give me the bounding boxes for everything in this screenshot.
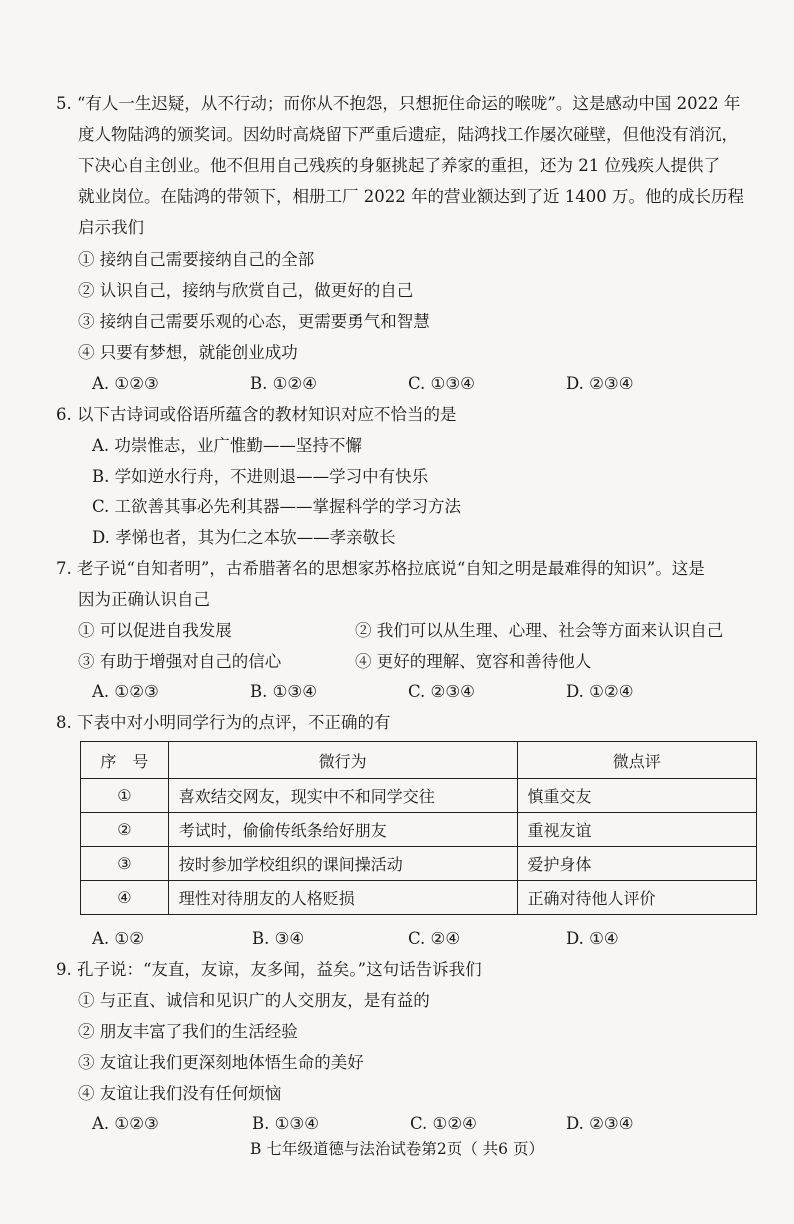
row-1-behavior: 喜欢结交网友，现实中不和同学交往 — [168, 779, 517, 813]
q5-item-4: ④ 只要有梦想，就能创业成功 — [78, 343, 298, 362]
q7-item-3: ③ 有助于增强对自己的信心 — [78, 652, 282, 671]
q7-option-b: B. ①③④ — [250, 682, 317, 701]
q5-stem-line-2: 度人物陆鸿的颁奖词。因幼时高烧留下严重后遗症，陆鸿找工作屡次碰壁，但他没有消沉， — [78, 125, 738, 144]
q6-option-d: D. 孝悌也者，其为仁之本欤——孝亲敬长 — [92, 528, 396, 547]
q9-item-4: ④ 友谊让我们没有任何烦恼 — [78, 1084, 282, 1103]
table-row — [81, 881, 757, 915]
q8-stem: 8. 下表中对小明同学行为的点评，不正确的有 — [56, 713, 391, 732]
q9-option-a: A. ①②③ — [92, 1114, 159, 1133]
q7-option-a: A. ①②③ — [92, 682, 159, 701]
row-4-seq: ④ — [81, 881, 169, 915]
q7-item-4: ④ 更好的理解、宽容和善待他人 — [355, 652, 592, 671]
q8-option-b: B. ③④ — [252, 929, 305, 948]
q9-option-c: C. ①②④ — [410, 1114, 477, 1133]
q5-stem-line-3: 下决心自主创业。他不但用自己残疾的身躯挑起了养家的重担，还为 21 位残疾人提供了 — [78, 156, 720, 175]
q5-item-1: ① 接纳自己需要接纳自己的全部 — [78, 250, 315, 269]
q5-option-a: A. ①②③ — [92, 374, 159, 393]
q6-option-b: B. 学如逆水行舟，不进则退——学习中有快乐 — [92, 467, 429, 486]
q9-option-b: B. ①③④ — [252, 1114, 319, 1133]
q5-item-3: ③ 接纳自己需要乐观的心态，更需要勇气和智慧 — [78, 312, 430, 331]
q6-stem: 6. 以下古诗词或俗语所蕴含的教材知识对应不恰当的是 — [56, 405, 457, 424]
q9-stem: 9. 孔子说：“友直，友谅，友多闻，益矣。”这句话告诉我们 — [56, 960, 482, 979]
q5-option-d: D. ②③④ — [566, 374, 634, 393]
q7-item-2: ② 我们可以从生理、心理、社会等方面来认识自己 — [355, 621, 724, 640]
header-comment: 微点评 — [517, 742, 757, 779]
q5-item-2: ② 认识自己，接纳与欣赏自己，做更好的自己 — [78, 281, 414, 300]
q8-option-c: C. ②④ — [408, 929, 461, 948]
q5-option-b: B. ①②④ — [250, 374, 317, 393]
q5-stem-line-1: 5. “有人一生迟疑，从不行动；而你从不抱怨，只想扼住命运的喉咙”。这是感动中国 2022 年 — [56, 94, 741, 113]
row-3-seq: ③ — [81, 847, 169, 881]
q7-stem-line-2: 因为正确认识自己 — [78, 590, 210, 609]
q9-item-1: ① 与正直、诚信和见识广的人交朋友，是有益的 — [78, 991, 430, 1010]
row-2-seq: ② — [81, 813, 169, 847]
q7-option-c: C. ②③④ — [408, 682, 475, 701]
q9-item-2: ② 朋友丰富了我们的生活经验 — [78, 1022, 298, 1041]
row-2-comment: 重视友谊 — [517, 813, 757, 847]
q6-option-a: A. 功崇惟志，业广惟勤——坚持不懈 — [92, 436, 362, 455]
q5-option-c: C. ①③④ — [408, 374, 475, 393]
table-header-row — [81, 742, 757, 779]
q5-stem-line-5: 启示我们 — [78, 218, 144, 237]
q9-item-3: ③ 友谊让我们更深刻地体悟生命的美好 — [78, 1053, 364, 1072]
table-row — [81, 779, 757, 813]
table-row — [81, 813, 757, 847]
page-footer: B 七年级道德与法治试卷第2页（ 共6 页） — [250, 1140, 544, 1158]
q8-table — [80, 741, 757, 915]
row-1-comment: 慎重交友 — [517, 779, 757, 813]
q7-item-1: ① 可以促进自我发展 — [78, 621, 232, 640]
row-3-behavior: 按时参加学校组织的课间操活动 — [168, 847, 517, 881]
row-1-seq: ① — [81, 779, 169, 813]
row-3-comment: 爱护身体 — [517, 847, 757, 881]
q8-option-d: D. ①④ — [566, 929, 619, 948]
q5-stem-line-4: 就业岗位。在陆鸿的带领下，相册工厂 2022 年的营业额达到了近 1400 万。他的成长历程 — [78, 187, 744, 206]
row-4-behavior: 理性对待朋友的人格贬损 — [168, 881, 517, 915]
q7-stem-line-1: 7. 老子说“自知者明”，古希腊著名的思想家苏格拉底说“自知之明是最难得的知识”。这是 — [56, 559, 705, 578]
q9-option-d: D. ②③④ — [566, 1114, 634, 1133]
q7-option-d: D. ①②④ — [566, 682, 634, 701]
q6-option-c: C. 工欲善其事必先利其器——掌握科学的学习方法 — [92, 497, 462, 516]
q8-option-a: A. ①② — [92, 929, 144, 948]
row-2-behavior: 考试时，偷偷传纸条给好朋友 — [168, 813, 517, 847]
header-behavior: 微行为 — [168, 742, 517, 779]
row-4-comment: 正确对待他人评价 — [517, 881, 757, 915]
table-row — [81, 847, 757, 881]
header-seq: 序 号 — [81, 742, 169, 779]
